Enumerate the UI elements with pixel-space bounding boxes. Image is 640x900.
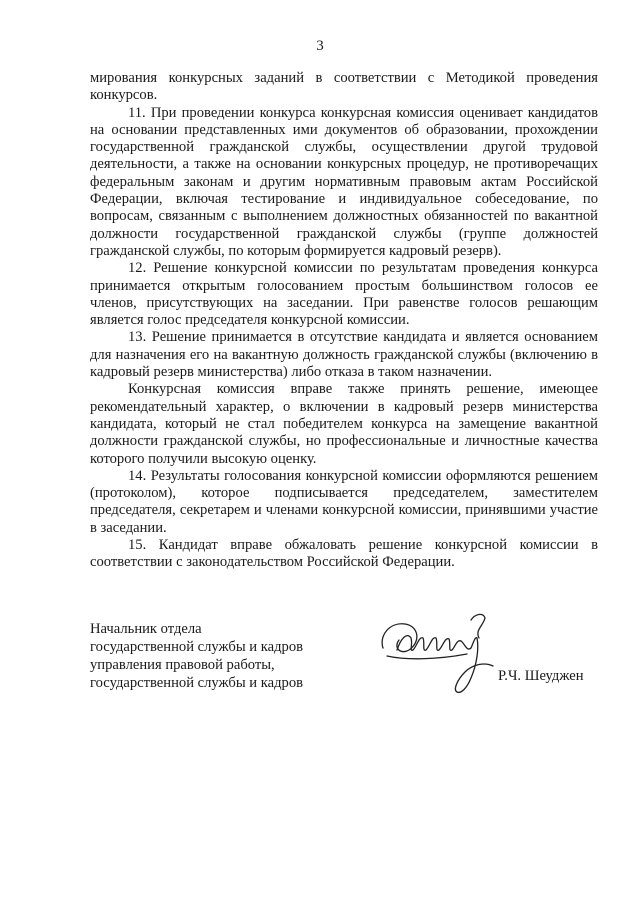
paragraph-11: 11. При проведении конкурса конкурсная комиссия оценивает кандидатов на основании представленных ими документов об образовании, прохождении государственной гражданской службы, осуществлении другой трудовой деятельности, а также на основании конкурсных процедур, не противоречащих федеральным законам и другим нормативным правовым актам Российской Федерации, включая тестирование и индивидуальное собеседование, по вопросам, связанным с выполнением должностных обязанностей по вакантной должности государственной гражданской службы (группе должностей гражданской службы, по которым формируется кадровый резерв). bbox=[90, 104, 598, 259]
paragraph-12: 12. Решение конкурсной комиссии по результатам проведения конкурса принимается открытым голосованием простым большинством голосов ее членов, присутствующих на заседании. При равенстве голосов решающим является голос председателя конкурсной комиссии. bbox=[90, 260, 598, 329]
paragraph-13-addendum: Конкурсная комиссия вправе также принять решение, имеющее рекомендательный характер, о включении в кадровый резерв министерства кандидата, который не стал победителем конкурса на замещение вакантной должности гражданской службы, но профессиональные и личностные качества которого получили высокую оценку. bbox=[90, 381, 598, 467]
paragraph-14: 14. Результаты голосования конкурсной комиссии оформляются решением (протоколом), которое подписывается председателем, заместителем председателя, секретарем и членами конкурсной комиссии, принявшими участие в заседании. bbox=[90, 467, 598, 536]
signer-position-line: государственной службы и кадров bbox=[90, 639, 304, 655]
paragraph-continuation: мирования конкурсных заданий в соответствии с Методикой проведения конкурсов. bbox=[90, 70, 598, 104]
signature-block bbox=[90, 620, 600, 730]
signer-name: Р.Ч. Шеуджен bbox=[498, 668, 584, 684]
document-body bbox=[90, 70, 598, 572]
page-number: 3 bbox=[316, 38, 324, 54]
signer-position-line: Начальник отдела bbox=[90, 621, 202, 637]
signer-position-line: управления правовой работы, bbox=[90, 657, 275, 673]
paragraph-15: 15. Кандидат вправе обжаловать решение конкурсной комиссии в соответствии с законодательством Российской Федерации. bbox=[90, 537, 598, 571]
signer-position-line: государственной службы и кадров bbox=[90, 675, 304, 691]
signer-position bbox=[90, 620, 303, 692]
paragraph-13: 13. Решение принимается в отсутствие кандидата и является основанием для назначения его на вакантную должность гражданской службы (включению в кадровый резерв министерства) либо отказа в таком назначении. bbox=[90, 329, 598, 381]
handwritten-signature-icon bbox=[375, 608, 500, 703]
